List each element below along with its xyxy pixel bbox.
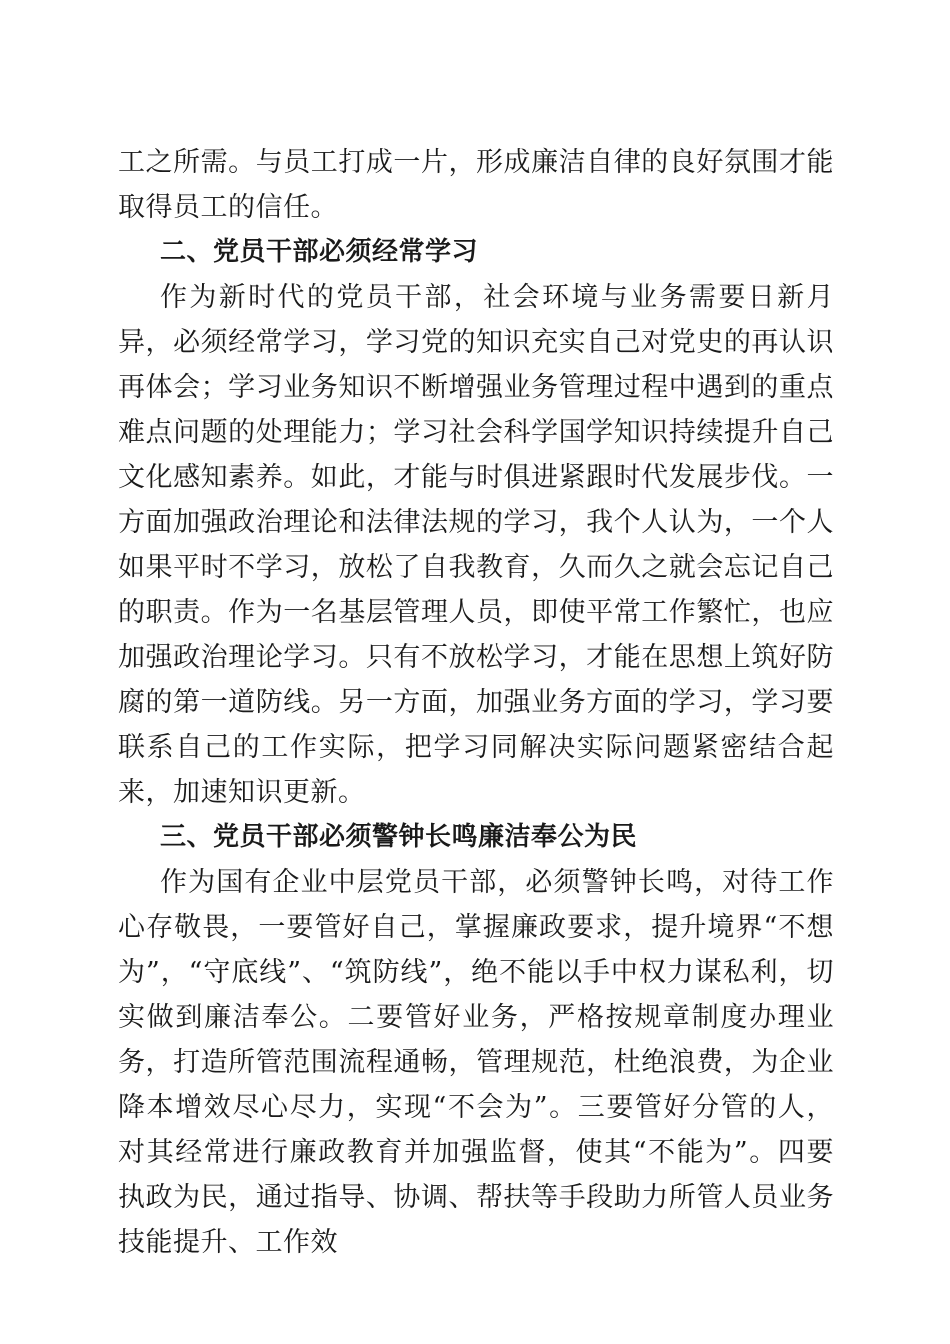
- paragraph-continuation: 工之所需。与员工打成一片，形成廉洁自律的良好氛围才能取得员工的信任。: [118, 147, 834, 223]
- paragraph-integrity: 作为国有企业中层党员干部，必须警钟长鸣，对待工作心存敬畏，一要管好自己，掌握廉政要求，提升境界“不想为”，“守底线”、“筑防线”，绝不能以手中权力谋私利，切实做到廉洁奉公。二要管好业务，严格按规章制度办理业务，打造所管范围流程通畅，管理规范，杜绝浪费，为企业降本增效尽心尽力，实现“不会为”。三要管好分管的人，对其经常进行廉政教育并加强监督，使其“不能为”。四要执政为民，通过指导、协调、帮扶等手段助力所管人员业务技能提升、工作效: [118, 867, 834, 1258]
- document-body: [118, 140, 834, 1265]
- section-heading-2: 二、党员干部必须经常学习: [160, 237, 479, 267]
- paragraph-study: 作为新时代的党员干部，社会环境与业务需要日新月异，必须经常学习，学习党的知识充实自己对党史的再认识再体会；学习业务知识不断增强业务管理过程中遇到的重点难点问题的处理能力；学习社会科学国学知识持续提升自己文化感知素养。如此，才能与时俱进紧跟时代发展步伐。一方面加强政治理论和法律法规的学习，我个人认为，一个人如果平时不学习，放松了自我教育，久而久之就会忘记自己的职责。作为一名基层管理人员，即使平常工作繁忙，也应加强政治理论学习。只有不放松学习，才能在思想上筑好防腐的第一道防线。另一方面，加强业务方面的学习，学习要联系自己的工作实际，把学习同解决实际问题紧密结合起来，加速知识更新。: [118, 282, 834, 808]
- section-heading-3: 三、党员干部必须警钟长鸣廉洁奉公为民: [160, 822, 638, 852]
